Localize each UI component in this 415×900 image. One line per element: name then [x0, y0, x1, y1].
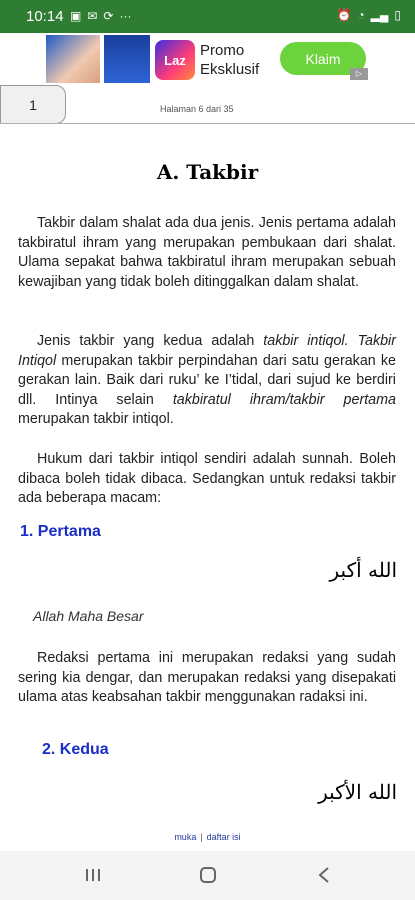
gallery-icon: ▣ [70, 9, 82, 23]
recent-apps-icon [85, 868, 101, 882]
more-notifications: ··· [119, 9, 132, 23]
page-info: Halaman 6 dari 35 [160, 104, 234, 114]
adchoices-icon[interactable]: ▷ [350, 68, 368, 80]
sync-icon: ⟳ [103, 9, 114, 23]
paragraph-1 [18, 214, 396, 292]
footer-links [0, 832, 415, 842]
signal-icon: ▂▄ [370, 8, 389, 22]
footer-separator: | [200, 832, 203, 842]
section-heading-1: 1. Pertama [20, 523, 101, 540]
home-link[interactable]: muka [174, 832, 197, 842]
logo-text: Laz [164, 52, 186, 68]
alarm-icon: ⏰ [336, 8, 352, 22]
paragraph-4-text: Redaksi pertama ini merupakan redaksi yang sudah sering kia dengar, dan merupakan redaksi yang disepakati ulama atas keabsahan takbir menggunakan radaksi ini. [18, 650, 396, 706]
paragraph-2-part-e: merupakan takbir intiqol. [18, 411, 174, 428]
paragraph-1-text: Takbir dalam shalat ada dua jenis. Jenis pertama adalah takbiratul ihram yang merupakan pembukaan dari shalat. Ulama sepakat bahwa takbiratul ihram merupakan sebuah kewajiban yang tidak boleh ditinggalkan dalam shalat. [18, 215, 396, 290]
paragraph-2-italic-b: takbir intiqol. Takbir Intiqol [18, 333, 396, 369]
paragraph-2 [18, 332, 396, 430]
page-number-input[interactable]: 1 [0, 85, 66, 124]
lazada-logo-icon[interactable] [155, 40, 195, 80]
divider [0, 123, 415, 124]
wifi-icon: ◔ [357, 8, 365, 22]
ad-image-2[interactable] [104, 35, 150, 83]
mail-icon: ✉ [87, 9, 98, 23]
section-heading-2: 2. Kedua [42, 741, 109, 758]
system-nav-bar [0, 851, 415, 900]
system-icons [336, 8, 401, 22]
ad-image-1[interactable] [46, 35, 100, 83]
paragraph-3-text: Hukum dari takbir intiqol sendiri adalah sunnah. Boleh dibaca boleh tidak dibaca. Sedangkan untuk redaksi takbir ada beberapa macam: [18, 451, 396, 507]
paragraph-4 [18, 649, 396, 708]
recent-apps-button[interactable] [78, 864, 108, 886]
battery-icon: ▯ [394, 8, 401, 22]
paragraph-3 [18, 450, 396, 509]
arabic-text-1: الله أكبر [329, 558, 397, 582]
home-icon [199, 866, 217, 884]
back-icon [318, 867, 330, 883]
notification-icons [70, 9, 131, 23]
paragraph-2-part-c: merupakan takbir perpindahan dari satu gerakan ke gerakan lain. Baik dari ruku’ ke I’tidal, dari sujud ke berdiri dll. Intinya selain [18, 352, 396, 408]
paragraph-2-part-a: Jenis takbir yang kedua adalah [37, 333, 264, 349]
ad-banner[interactable] [0, 33, 415, 85]
back-button[interactable] [309, 864, 339, 886]
ad-title[interactable]: Promo Eksklusif [200, 42, 260, 78]
clock: 10:14 [26, 8, 64, 25]
status-bar [0, 0, 415, 33]
toc-link[interactable]: daftar isi [206, 832, 241, 842]
ad-claim-button[interactable]: Klaim [280, 42, 366, 75]
paragraph-2-italic-d: takbiratul ihram/takbir pertama [172, 391, 396, 408]
page-title: A. Takbir [156, 160, 259, 184]
home-button[interactable] [193, 864, 223, 886]
arabic-text-2: الله الأكبر [318, 780, 397, 804]
translation-1: Allah Maha Besar [33, 608, 144, 624]
